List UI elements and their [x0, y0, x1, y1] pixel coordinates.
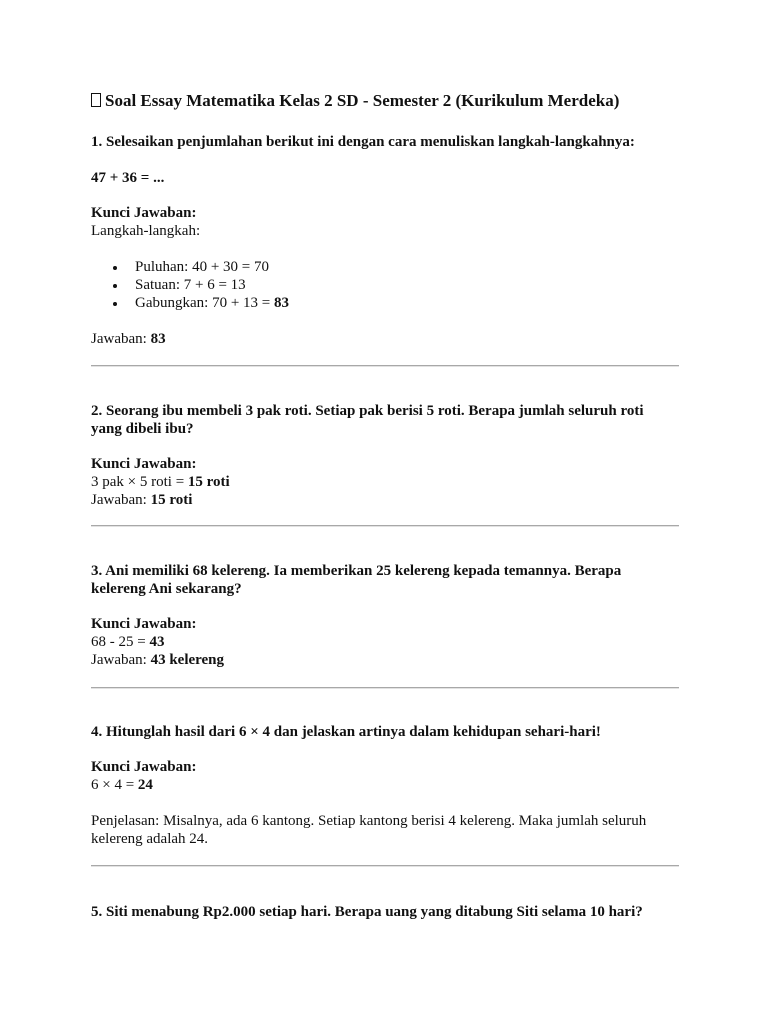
steps-list: [91, 258, 679, 312]
answer-label: Jawaban:: [91, 331, 151, 347]
list-item: Satuan: 7 + 6 = 13: [135, 276, 679, 294]
question-1-expression: 47 + 36 = ...: [91, 170, 165, 186]
answer-2: Jawaban: 15 roti: [91, 492, 193, 508]
answer-key-4: [91, 758, 679, 794]
document-title-text: Soal Essay Matematika Kelas 2 SD - Semester 2 (Kurikulum Merdeka): [105, 91, 620, 110]
answer-key-1: [91, 204, 679, 240]
divider: [91, 365, 679, 367]
list-item: Gabungkan: 70 + 13 = 83: [135, 294, 679, 312]
list-item: Puluhan: 40 + 30 = 70: [135, 258, 679, 276]
answer-key-label: Kunci Jawaban:: [91, 205, 197, 221]
answer-3: Jawaban: 43 kelereng: [91, 652, 225, 668]
calculation: 3 pak × 5 roti = 15 roti: [91, 474, 230, 490]
divider: [91, 525, 679, 527]
answer-key-label: Kunci Jawaban:: [91, 759, 197, 775]
question-4: 4. Hitunglah hasil dari 6 × 4 dan jelaskan artinya dalam kehidupan sehari-hari!: [91, 724, 601, 740]
answer-key-label: Kunci Jawaban:: [91, 616, 197, 632]
missing-glyph-icon: [91, 93, 101, 107]
document-title: [91, 91, 619, 111]
answer-1: [91, 330, 679, 348]
question-5: 5. Siti menabung Rp2.000 setiap hari. Berapa uang yang ditabung Siti selama 10 hari?: [91, 904, 643, 920]
question-2: 2. Seorang ibu membeli 3 pak roti. Setiap pak berisi 5 roti. Berapa jumlah seluruh roti yang dibeli ibu?: [91, 403, 644, 437]
answer-key-label: Kunci Jawaban:: [91, 456, 197, 472]
calculation: 6 × 4 = 24: [91, 777, 153, 793]
calculation: 68 - 25 = 43: [91, 634, 165, 650]
question-3: 3. Ani memiliki 68 kelereng. Ia memberikan 25 kelereng kepada temannya. Berapa kelereng Ani sekarang?: [91, 563, 622, 597]
answer-value: 83: [150, 331, 166, 347]
answer-key-2: [91, 455, 679, 509]
divider: [91, 687, 679, 689]
steps-label: Langkah-langkah:: [91, 223, 201, 239]
question-1: 1. Selesaikan penjumlahan berikut ini dengan cara menuliskan langkah-langkahnya:: [91, 134, 635, 150]
explanation-4: Penjelasan: Misalnya, ada 6 kantong. Setiap kantong berisi 4 kelereng. Maka jumlah seluruh kelereng adalah 24.: [91, 813, 647, 847]
divider: [91, 865, 679, 867]
answer-key-3: [91, 615, 679, 669]
